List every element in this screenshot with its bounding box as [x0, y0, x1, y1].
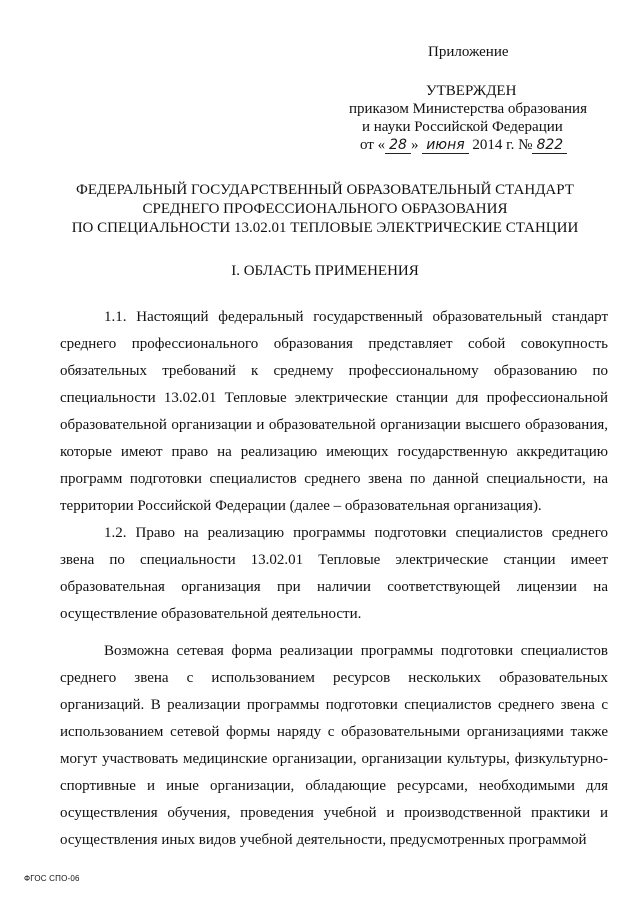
- document-title: [40, 181, 610, 238]
- order-federation-line: и науки Российской Федерации: [362, 119, 563, 135]
- handwritten-month: июня: [422, 137, 468, 154]
- handwritten-day: 28: [385, 137, 411, 154]
- paragraph-1-2: 1.2. Право на реализацию программы подготовки специалистов среднего звена по специальности 13.02.01 Тепловые электрические станции имеет образовательная организация при наличии соответствующей лицензии на осуществление образовательной деятельности.: [60, 525, 608, 622]
- order-date-line: [340, 136, 630, 154]
- title-line-1: ФЕДЕРАЛЬНЫЙ ГОСУДАРСТВЕННЫЙ ОБРАЗОВАТЕЛЬНЫЙ СТАНДАРТ: [76, 182, 574, 198]
- section-heading: I. ОБЛАСТЬ ПРИМЕНЕНИЯ: [231, 263, 419, 279]
- date-prefix: от «: [360, 137, 386, 153]
- date-mid: »: [410, 137, 419, 153]
- paragraph-1-1: 1.1. Настоящий федеральный государственный образовательный стандарт среднего профессионального образования представляет собой совокупность обязательных требований к среднему профессиональному образованию по специальности 13.02.01 Тепловые электрические станции для профессиональной образовательной организации и образовательной организации высшего образования, которые имеют право на реализацию имеющих государственную аккредитацию программ подготовки специалистов среднего звена по данной специальности, на территории Российской Федерации (далее – образовательная организация).: [60, 309, 608, 514]
- body-text: [60, 304, 608, 854]
- title-line-2: СРЕДНЕГО ПРОФЕССИОНАЛЬНОГО ОБРАЗОВАНИЯ: [142, 201, 508, 217]
- footer-code: ФГОС СПО-06: [24, 874, 80, 883]
- appendix-label: Приложение: [428, 44, 509, 60]
- paragraph-network-form: Возможна сетевая форма реализации программы подготовки специалистов среднего звена с использованием ресурсов нескольких образовательных организаций. В реализации программы подготовки специалистов среднего звена с использованием сетевой формы наряду с образовательными организациями также могут участвовать медицинские организации, организации культуры, физкультурно-спортивные и иные организации, обладающие ресурсами, необходимыми для осуществления обучения, проведения учебной и производственной практики и осуществления иных видов учебной деятельности, предусмотренных программой: [60, 643, 608, 848]
- order-ministry-line: приказом Министерства образования: [349, 101, 587, 117]
- approval-block: [340, 82, 630, 154]
- approved-label: УТВЕРЖДЕН: [426, 83, 517, 99]
- date-year: 2014 г. №: [472, 137, 533, 153]
- handwritten-order-number: 822: [532, 137, 567, 154]
- title-line-3: ПО СПЕЦИАЛЬНОСТИ 13.02.01 ТЕПЛОВЫЕ ЭЛЕКТРИЧЕСКИЕ СТАНЦИИ: [71, 220, 579, 236]
